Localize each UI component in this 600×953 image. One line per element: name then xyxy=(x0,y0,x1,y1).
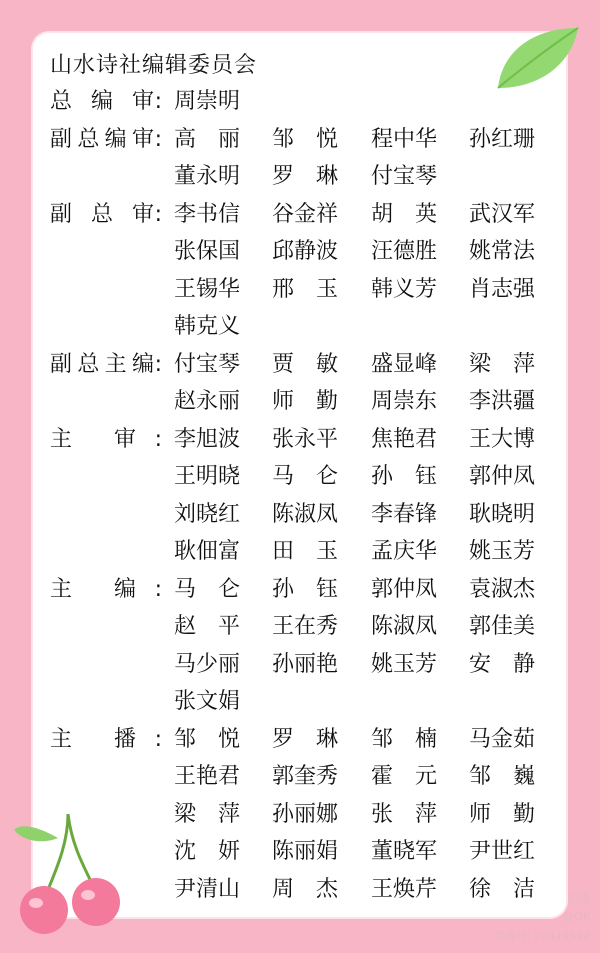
member-name: 陈淑凤 xyxy=(272,502,339,527)
member-name: 陈丽娟 xyxy=(272,839,339,864)
member-name: 赵永丽 xyxy=(174,389,241,414)
member-name: 李春锋 xyxy=(371,502,438,527)
member-name: 武汉军 xyxy=(469,202,536,227)
watermark-id: 美篇号: 29449372 xyxy=(493,930,590,943)
member-name: 肖志强 xyxy=(469,277,536,302)
section-label xyxy=(50,196,170,233)
member-name: 姚常法 xyxy=(469,239,536,264)
section-row xyxy=(0,571,600,608)
section-row xyxy=(0,533,600,570)
member-name: 尹世红 xyxy=(469,839,536,864)
member-name: 罗 琳 xyxy=(272,164,338,189)
member-name: 李书信 xyxy=(174,202,241,227)
section-row xyxy=(0,758,600,795)
member-name: 马金茹 xyxy=(469,727,536,752)
member-name: 张保国 xyxy=(174,239,241,264)
member-name: 邹 悦 xyxy=(174,727,240,752)
section-label-text: 主 播 xyxy=(50,727,136,752)
member-name: 周崇明 xyxy=(174,89,241,114)
section-row xyxy=(0,421,600,458)
member-name: 王大博 xyxy=(469,427,536,452)
member-name: 焦艳君 xyxy=(371,427,438,452)
label-colon: : xyxy=(154,727,162,752)
member-name: 罗 琳 xyxy=(272,727,338,752)
section-row xyxy=(0,196,600,233)
member-name: 郭仲凤 xyxy=(469,464,536,489)
member-name: 董永明 xyxy=(174,164,241,189)
member-name: 马 仑 xyxy=(272,464,338,489)
member-name: 王艳君 xyxy=(174,764,241,789)
member-name: 张 萍 xyxy=(371,802,437,827)
member-name: 孙丽艳 xyxy=(272,652,339,677)
member-name: 张永平 xyxy=(272,427,339,452)
member-name: 梁 萍 xyxy=(469,352,535,377)
section-row xyxy=(0,233,600,270)
member-name: 师 勤 xyxy=(272,389,338,414)
member-name: 汪德胜 xyxy=(371,239,438,264)
member-name: 韩义芳 xyxy=(371,277,438,302)
member-name: 王明晓 xyxy=(174,464,241,489)
member-name: 李洪疆 xyxy=(469,389,536,414)
member-name: 韩克义 xyxy=(174,314,241,339)
member-name: 邹 巍 xyxy=(469,764,535,789)
member-name: 孙丽娜 xyxy=(272,802,339,827)
member-name: 王焕芹 xyxy=(371,877,438,902)
section-row xyxy=(0,496,600,533)
member-name: 邢 玉 xyxy=(272,277,338,302)
member-name: 田 玉 xyxy=(272,539,338,564)
member-name: 姚玉芳 xyxy=(371,652,438,677)
cherry-icon xyxy=(10,808,130,938)
page-title: 山水诗社编辑委员会 xyxy=(50,53,258,78)
member-name: 马 仑 xyxy=(174,577,240,602)
section-row xyxy=(0,646,600,683)
member-name: 孙 钰 xyxy=(371,464,437,489)
member-name: 郭佳美 xyxy=(469,614,536,639)
member-name: 耿佃富 xyxy=(174,539,241,564)
member-name: 尹清山 xyxy=(174,877,241,902)
section-row xyxy=(0,608,600,645)
section-label xyxy=(50,121,170,158)
section-label xyxy=(50,571,170,608)
label-colon: : xyxy=(154,89,162,114)
section-row xyxy=(0,721,600,758)
member-name: 王锡华 xyxy=(174,277,241,302)
member-name: 周 杰 xyxy=(272,877,338,902)
section-row xyxy=(0,121,600,158)
member-name: 姚玉芳 xyxy=(469,539,536,564)
section-label-text: 副 总 主 编 xyxy=(50,352,154,377)
section-label xyxy=(50,721,170,758)
member-name: 邹 楠 xyxy=(371,727,437,752)
watermark-logo: 美篇 xyxy=(568,892,590,905)
section-label xyxy=(50,83,170,120)
label-colon: : xyxy=(154,352,162,377)
member-name: 李旭波 xyxy=(174,427,241,452)
section-row xyxy=(0,458,600,495)
section-row xyxy=(0,383,600,420)
label-colon: : xyxy=(154,202,162,227)
section-label-text: 副 总 编 审 xyxy=(50,127,154,152)
member-name: 贾 敏 xyxy=(272,352,338,377)
member-name: 张文娟 xyxy=(174,689,241,714)
section-label-text: 总 编 审 xyxy=(50,89,154,114)
member-name: 耿晓明 xyxy=(469,502,536,527)
member-name: 付宝琴 xyxy=(174,352,241,377)
section-row xyxy=(0,683,600,720)
label-colon: : xyxy=(154,127,162,152)
member-name: 梁 萍 xyxy=(174,802,240,827)
member-name: 陈淑凤 xyxy=(371,614,438,639)
leaf-icon xyxy=(492,22,582,94)
section-row xyxy=(0,346,600,383)
member-name: 赵 平 xyxy=(174,614,240,639)
section-row xyxy=(0,271,600,308)
member-name: 付宝琴 xyxy=(371,164,438,189)
label-colon: : xyxy=(154,577,162,602)
member-name: 程中华 xyxy=(371,127,438,152)
member-name: 沈 妍 xyxy=(174,839,240,864)
member-name: 王在秀 xyxy=(272,614,339,639)
member-name: 周崇东 xyxy=(371,389,438,414)
member-name: 邹 悦 xyxy=(272,127,338,152)
member-name: 董晓军 xyxy=(371,839,438,864)
member-name: 高 丽 xyxy=(174,127,240,152)
section-label-text: 副 总 审 xyxy=(50,202,154,227)
member-name: 孙 钰 xyxy=(272,577,338,602)
member-name: 邱静波 xyxy=(272,239,339,264)
member-name: 郭奎秀 xyxy=(272,764,339,789)
member-name: 安 静 xyxy=(469,652,535,677)
member-name: 霍 元 xyxy=(371,764,437,789)
member-name: 孟庆华 xyxy=(371,539,438,564)
member-name: 师 勤 xyxy=(469,802,535,827)
section-row xyxy=(0,158,600,195)
watermark-handle: @OK xyxy=(563,910,590,923)
member-name: 徐 洁 xyxy=(469,877,535,902)
section-label-text: 主 编 xyxy=(50,577,136,602)
label-colon: : xyxy=(154,427,162,452)
section-label-text: 主 审 xyxy=(50,427,136,452)
member-name: 谷金祥 xyxy=(272,202,339,227)
member-name: 郭仲凤 xyxy=(371,577,438,602)
member-name: 袁淑杰 xyxy=(469,577,536,602)
member-name: 马少丽 xyxy=(174,652,241,677)
member-name: 孙红珊 xyxy=(469,127,536,152)
section-label xyxy=(50,421,170,458)
member-name: 胡 英 xyxy=(371,202,437,227)
section-row xyxy=(0,308,600,345)
member-name: 盛显峰 xyxy=(371,352,438,377)
member-name: 刘晓红 xyxy=(174,502,241,527)
section-label xyxy=(50,346,170,383)
